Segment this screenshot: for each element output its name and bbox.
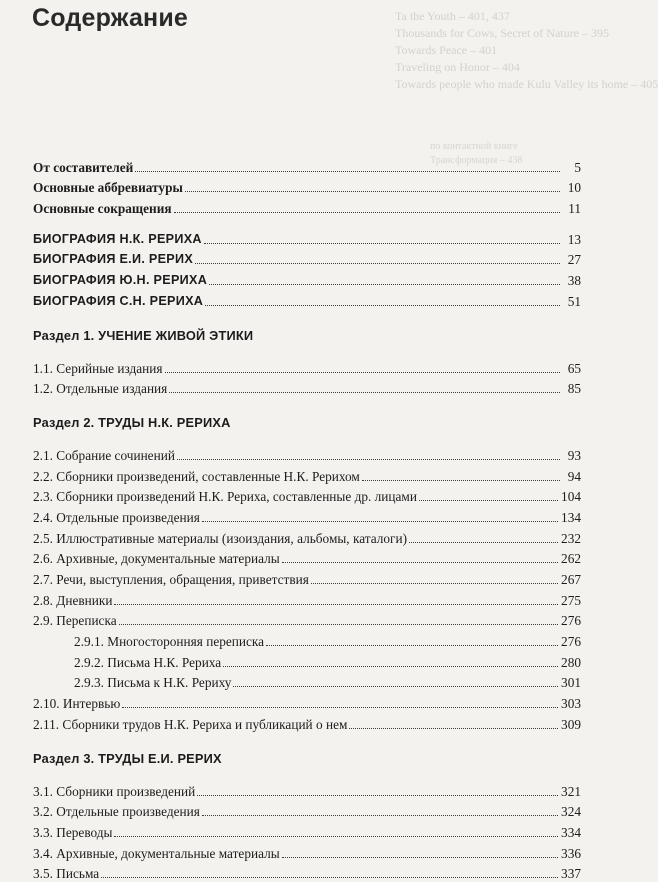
toc-entry-biography [33,227,581,248]
toc-entry-label: БИОГРАФИЯ Н.К. РЕРИХА [33,231,202,246]
toc-entry-page: 38 [567,273,581,289]
toc-entry-label: 2.10. Интервью [33,696,121,712]
dot-leader [205,305,560,306]
toc-entry-label: 2.9.3. Письма к Н.К. Рериху [74,675,232,691]
dot-leader [185,191,560,192]
bleed-through-line: Towards people who made Kulu Valley its home – 405 [395,77,658,91]
spacer [33,310,581,324]
toc-entry [33,547,581,568]
toc-entry-label: 2.3. Сборники произведений Н.К. Рериха, составленные др. лицами [33,489,417,505]
toc-entry-label: 1.2. Отдельные издания [33,381,168,397]
toc-subentry [33,671,581,692]
toc-entry-intro [33,176,581,197]
toc-entry-label: 3.1. Сборники произведений [33,783,196,799]
dot-leader [282,562,558,563]
toc-entry-label: 3.2. Отдельные произведения [33,804,200,820]
toc-entry-label: БИОГРАФИЯ Ю.Н. РЕРИХА [33,273,208,288]
dot-leader [114,604,558,605]
bleed-through-line: Traveling on Honor – 404 [395,60,520,74]
dot-leader [202,815,558,816]
toc-entry-label: 2.4. Отдельные произведения [33,509,200,525]
toc-entry-page: 27 [567,252,581,268]
toc-entry [33,862,581,882]
toc-entry-page: 276 [561,613,581,629]
bleed-through-line: Towards Peace – 401 [395,43,498,57]
dot-leader [122,707,558,708]
dot-leader [174,212,560,213]
toc-entry [33,567,581,588]
toc-entry-page: 232 [561,530,581,546]
dot-leader [233,686,558,687]
dot-leader [419,500,558,501]
bleed-through-top [395,8,658,93]
toc-entry-page: 262 [561,551,581,567]
toc-entry [33,841,581,862]
toc-entry [33,820,581,841]
dot-leader [282,857,558,858]
dot-leader [311,583,558,584]
toc-entry-intro [33,196,581,217]
toc-entry [33,779,581,800]
toc-entry-page: 104 [561,489,581,505]
toc-entry-intro [33,155,581,176]
toc-entry-label: 3.4. Архивные, документальные материалы [33,845,280,861]
toc-entry-label: 3.3. Переводы [33,824,113,840]
toc-entry-page: 321 [561,783,581,799]
toc-entry-label: БИОГРАФИЯ С.Н. РЕРИХА [33,293,204,308]
toc-entry-label: 2.9.2. Письма Н.К. Рериха [74,654,222,670]
toc-entry-label: От составителей [33,159,134,175]
toc-entry-label: 3.5. Письма [33,866,100,882]
toc-entry-page: 324 [561,804,581,820]
toc-subentry [33,650,581,671]
bleed-through-line: по контактной книге [430,141,518,152]
page-title: Содержание [32,4,189,32]
table-of-contents [33,155,581,882]
toc-subentry [33,629,581,650]
bleed-through-line: Ta the Youth – 401, 437 [395,9,510,23]
toc-entry-label: 2.6. Архивные, документальные материалы [33,551,280,567]
dot-leader [409,542,558,543]
toc-entry-page: 134 [561,509,581,525]
toc-entry [33,691,581,712]
spacer [33,346,581,356]
toc-entry [33,356,581,377]
toc-entry [33,588,581,609]
toc-entry-page: 10 [567,180,581,196]
toc-entry-label: Основные сокращения [33,201,172,217]
toc-entry-label: 2.9. Переписка [33,613,117,629]
toc-entry-page: 301 [561,675,581,691]
toc-entry [33,609,581,630]
toc-entry [33,800,581,821]
spacer [33,217,581,227]
toc-entry-page: 303 [561,696,581,712]
section-heading: Раздел 3. ТРУДЫ Е.И. РЕРИХ [33,750,222,766]
toc-entry-page: 337 [561,866,581,882]
dot-leader [101,877,558,878]
bleed-through-line: Thousands for Cows, Secret of Nature – 395 [395,26,609,40]
toc-entry-page: 275 [561,592,581,608]
toc-entry-label: 1.1. Серийные издания [33,360,163,376]
toc-entry-page: 94 [567,468,581,484]
toc-entry-label: БИОГРАФИЯ Е.И. РЕРИХ [33,252,194,267]
toc-entry-page: 309 [561,716,581,732]
toc-entry-page: 280 [561,654,581,670]
dot-leader [195,263,560,264]
toc-entry-label: 2.5. Иллюстративные материалы (изоиздания, альбомы, каталоги) [33,530,408,546]
toc-entry-page: 65 [567,360,581,376]
toc-entry-page: 51 [567,293,581,309]
section-heading: Раздел 2. ТРУДЫ Н.К. РЕРИХА [33,415,231,431]
dot-leader [177,459,560,460]
spacer [33,433,581,443]
toc-entry-label: 2.8. Дневники [33,592,113,608]
section-heading: Раздел 1. УЧЕНИЕ ЖИВОЙ ЭТИКИ [33,327,254,343]
dot-leader [135,171,560,172]
dot-leader [165,372,560,373]
dot-leader [169,392,560,393]
toc-entry [33,485,581,506]
toc-entry-page: 11 [568,201,581,217]
toc-entry-label: 2.7. Речи, выступления, обращения, приветствия [33,572,309,587]
toc-entry-page: 336 [561,845,581,861]
bleed-through-line: Трансформация – 438 [430,155,523,166]
toc-entry-label: 2.11. Сборники трудов Н.К. Рериха и публикаций о нем [33,716,348,732]
spacer [33,769,581,779]
toc-entry-page: 13 [567,231,581,247]
dot-leader [362,480,560,481]
spacer [33,397,581,411]
toc-entry-label: 2.1. Собрание сочинений [33,447,175,463]
dot-leader [223,666,558,667]
toc-entry [33,712,581,733]
toc-entry-biography [33,289,581,310]
toc-entry-page: 334 [561,824,581,840]
toc-entry [33,505,581,526]
toc-entry-biography [33,268,581,289]
toc-entry-page: 85 [567,381,581,397]
toc-entry-page: 267 [561,572,581,587]
dot-leader [114,836,558,837]
dot-leader [197,795,558,796]
toc-entry [33,464,581,485]
toc-entry [33,526,581,547]
toc-entry [33,443,581,464]
toc-entry [33,377,581,398]
dot-leader [209,284,560,285]
dot-leader [202,521,558,522]
toc-entry-biography [33,248,581,269]
toc-entry-page: 276 [561,634,581,650]
toc-entry-label: Основные аббревиатуры [33,180,183,196]
dot-leader [204,243,560,244]
dot-leader [119,624,558,625]
toc-entry-label: 2.9.1. Многосторонняя переписка [74,634,265,650]
toc-entry-page: 5 [574,159,581,175]
dot-leader [349,728,558,729]
spacer [33,733,581,747]
toc-entry-label: 2.2. Сборники произведений, составленные Н.К. Рерихом [33,468,360,484]
toc-entry-page: 93 [567,447,581,463]
dot-leader [266,645,558,646]
